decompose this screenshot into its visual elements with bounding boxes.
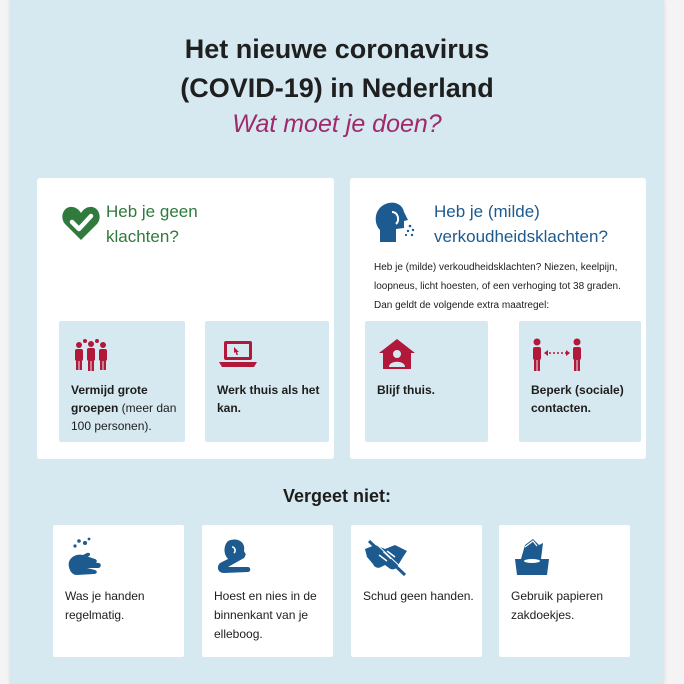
cough-elbow-card: [202, 525, 333, 657]
title-line-1: Het nieuwe coronavirus: [184, 34, 490, 64]
tissues-text: Gebruik papieren zakdoekjes.: [511, 589, 604, 622]
cold-symptoms-heading: [434, 199, 608, 249]
cough-elbow-text: Hoest en nies in de binnenkant van je elleboog.: [214, 589, 317, 641]
limit-contacts-text: Beperk (sociale) contacten.: [531, 383, 624, 415]
tissue-box-icon: [511, 537, 553, 579]
page-subtitle: Wat moet je doen?: [232, 110, 442, 138]
cold-symptoms-description: Heb je (milde) verkoudheidsklachten? Niezen, keelpijn, loopneus, licht hoesten, of een verhoging tot 38 graden. Dan geldt de volgende extra maatregel:: [374, 262, 621, 311]
no-handshake-text: Schud geen handen.: [363, 589, 474, 603]
no-handshake-card: [351, 525, 482, 657]
cold-symptoms-heading-line-1: Heb je (milde): [434, 202, 540, 221]
distance-people-icon: [531, 337, 583, 373]
avoid-groups-bold: Vermijd grote groepen: [71, 383, 148, 415]
work-home-text: Werk thuis als het kan.: [217, 383, 320, 415]
title-line-2: (COVID-19) in Nederland: [180, 73, 494, 103]
poster: [10, 0, 664, 684]
cold-symptoms-panel: [350, 178, 646, 459]
heart-check-icon: [61, 204, 101, 242]
page-title: [10, 30, 664, 108]
avoid-groups-normal: (meer dan 100 personen).: [71, 401, 177, 433]
stay-home-text: Blijf thuis.: [377, 383, 435, 397]
no-handshake-icon: [363, 537, 409, 579]
wash-hands-card: [53, 525, 184, 657]
house-person-icon: [377, 337, 417, 371]
cold-symptoms-heading-line-2: verkoudheidsklachten?: [434, 227, 608, 246]
laptop-icon: [217, 337, 259, 371]
stay-home-card: [365, 321, 488, 442]
no-symptoms-heading-line-2: klachten?: [106, 227, 179, 246]
forget-heading: Vergeet niet:: [282, 486, 392, 506]
no-symptoms-heading: [106, 199, 198, 249]
no-symptoms-panel: [37, 178, 334, 459]
hand-wash-icon: [65, 537, 107, 579]
wash-hands-text: Was je handen regelmatig.: [65, 589, 145, 622]
work-home-card: [205, 321, 329, 442]
avoid-groups-card: [59, 321, 185, 442]
sneezing-head-icon: [372, 198, 416, 244]
tissues-card: [499, 525, 630, 657]
group-people-icon: [71, 337, 111, 373]
no-symptoms-heading-line-1: Heb je geen: [106, 202, 198, 221]
limit-contacts-card: [519, 321, 641, 442]
cough-elbow-icon: [214, 537, 256, 579]
avoid-groups-text: [71, 381, 179, 435]
